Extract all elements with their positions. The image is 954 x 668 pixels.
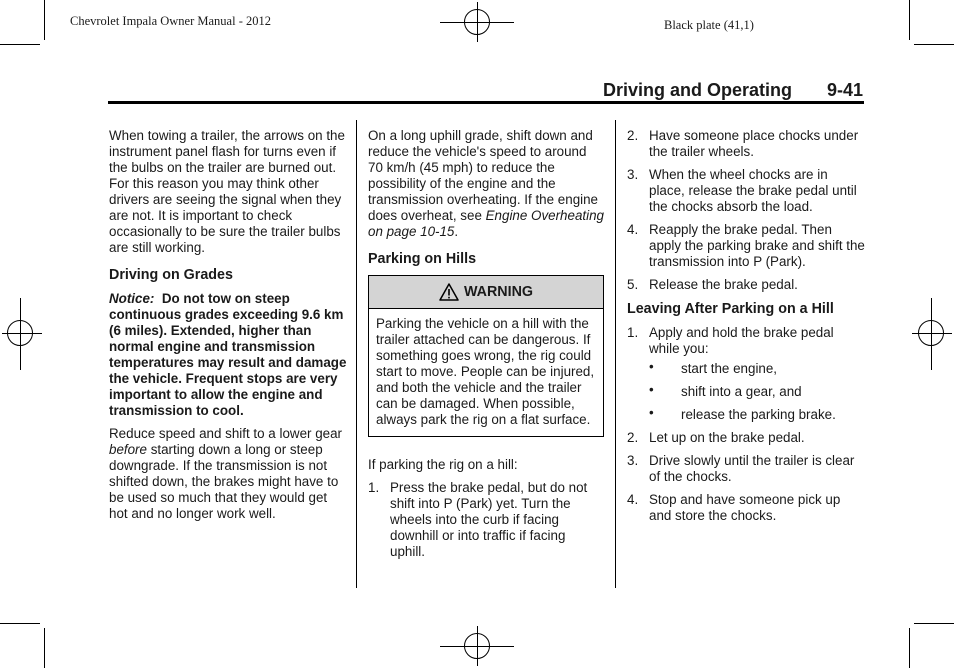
step-number: 3. bbox=[627, 167, 639, 182]
step-text: Release the brake pedal. bbox=[649, 277, 798, 292]
text-run: . bbox=[454, 224, 459, 239]
bullet-text: shift into a gear, and bbox=[681, 384, 802, 399]
step-text: Drive slowly until the trailer is clear of the chocks. bbox=[649, 453, 855, 484]
column-middle bbox=[368, 128, 604, 567]
section-title: Driving and Operating bbox=[603, 80, 793, 100]
column-divider bbox=[615, 120, 616, 588]
heading-driving-on-grades: Driving on Grades bbox=[109, 267, 233, 283]
parking-steps-list bbox=[368, 480, 604, 560]
plate-label: Black plate (41,1) bbox=[664, 18, 754, 32]
page-number: 9-41 bbox=[827, 80, 864, 100]
list-item bbox=[627, 492, 865, 524]
step-number: 5. bbox=[627, 277, 639, 292]
crop-mark bbox=[44, 0, 45, 40]
notice-label: Notice: bbox=[109, 291, 155, 306]
bullet-icon: • bbox=[649, 359, 654, 374]
if-parking-text: If parking the rig on a hill: bbox=[368, 457, 518, 472]
warning-text: Parking the vehicle on a hill with the trailer attached can be dangerous. If something goes wrong, the rig could start to move. People can be injured, and both the vehicle and the trailer can be damaged. When possible, always park the rig on a flat surface. bbox=[376, 316, 595, 427]
heading-parking-on-hills: Parking on Hills bbox=[368, 251, 477, 267]
warning-triangle-icon bbox=[439, 283, 459, 301]
warning-title: WARNING bbox=[463, 284, 534, 300]
uphill-paragraph bbox=[368, 128, 604, 240]
bullet-item bbox=[649, 384, 865, 400]
notice-paragraph bbox=[109, 291, 347, 419]
step-number: 2. bbox=[627, 430, 639, 445]
step-text: Let up on the brake pedal. bbox=[649, 430, 805, 445]
bullet-icon: • bbox=[649, 382, 654, 397]
step-number: 2. bbox=[627, 128, 639, 143]
step-text: Reapply the brake pedal. Then apply the parking brake and shift the transmission into P (Park). bbox=[649, 222, 865, 269]
text-run: starting down a long or steep downgrade. If the transmission is not shifted down, the brakes might have to be used so much that they would get hot and no longer work well. bbox=[109, 442, 339, 521]
list-item bbox=[627, 222, 865, 270]
step-number: 4. bbox=[627, 492, 639, 507]
emphasis-before: before bbox=[109, 442, 147, 457]
step-text: Stop and have someone pick up and store the chocks. bbox=[649, 492, 841, 523]
reduce-speed-paragraph bbox=[109, 426, 347, 522]
leaving-steps-list bbox=[627, 325, 865, 524]
step-number: 4. bbox=[627, 222, 639, 237]
crop-mark bbox=[0, 44, 40, 45]
header-rule bbox=[108, 101, 864, 104]
list-item bbox=[627, 453, 865, 485]
list-item bbox=[627, 325, 865, 423]
step-number: 1. bbox=[368, 480, 380, 495]
crop-mark bbox=[909, 628, 910, 668]
heading-leaving-after-parking: Leaving After Parking on a Hill bbox=[627, 301, 834, 317]
step-text: Apply and hold the brake pedal while you: bbox=[649, 325, 834, 356]
bullet-text: start the engine, bbox=[681, 361, 778, 376]
crop-mark bbox=[44, 628, 45, 668]
step-number: 1. bbox=[627, 325, 639, 340]
trailer-lights-paragraph: When towing a trailer, the arrows on the instrument panel flash for turns even if the bulbs on the trailer are burned out. For this reason you may think other drivers are seeing the signal when they are not. It is important to check occasionally to be sure the trailer bulbs are still working. bbox=[109, 128, 345, 255]
column-divider bbox=[356, 120, 357, 588]
bullet-text: release the parking brake. bbox=[681, 407, 836, 422]
crop-mark bbox=[0, 623, 40, 624]
list-item bbox=[627, 277, 865, 293]
bullet-item bbox=[649, 361, 865, 377]
warning-box bbox=[368, 275, 604, 437]
column-right bbox=[627, 128, 865, 531]
list-item bbox=[627, 128, 865, 160]
parking-steps-list-continued bbox=[627, 128, 865, 293]
text-run: On a long uphill grade, shift down and reduce the vehicle's speed to around 70 km/h (45 mph) to reduce the possibility of the engine and the transmission overheating. If the engine does overheat, see bbox=[368, 128, 599, 223]
step-text: Press the brake pedal, but do not shift into P (Park) yet. Turn the wheels into the curb if facing downhill or into traffic if facing uphill. bbox=[390, 480, 588, 559]
step-number: 3. bbox=[627, 453, 639, 468]
crop-mark bbox=[914, 44, 954, 45]
bullet-list bbox=[649, 361, 865, 423]
list-item bbox=[368, 480, 604, 560]
notice-text: Do not tow on steep continuous grades exceeding 9.6 km (6 miles). Extended, higher than normal engine and transmission temperatures may result and damage the vehicle. Frequent stops are very important to allow the engine and transmission to cool. bbox=[109, 291, 347, 418]
step-text: Have someone place chocks under the trailer wheels. bbox=[649, 128, 859, 159]
manual-title: Chevrolet Impala Owner Manual - 2012 bbox=[70, 14, 271, 28]
list-item bbox=[627, 167, 865, 215]
cross-reference-link[interactable]: Engine Overheating on page 10-15 bbox=[368, 208, 604, 239]
bullet-item bbox=[649, 407, 865, 423]
step-text: When the wheel chocks are in place, release the brake pedal until the chocks absorb the load. bbox=[649, 167, 857, 214]
crop-mark bbox=[914, 623, 954, 624]
bullet-icon: • bbox=[649, 405, 654, 420]
list-item bbox=[627, 430, 865, 446]
text-run: Reduce speed and shift to a lower gear bbox=[109, 426, 342, 441]
warning-header bbox=[369, 276, 603, 309]
crop-mark bbox=[909, 0, 910, 40]
column-left bbox=[109, 128, 347, 529]
